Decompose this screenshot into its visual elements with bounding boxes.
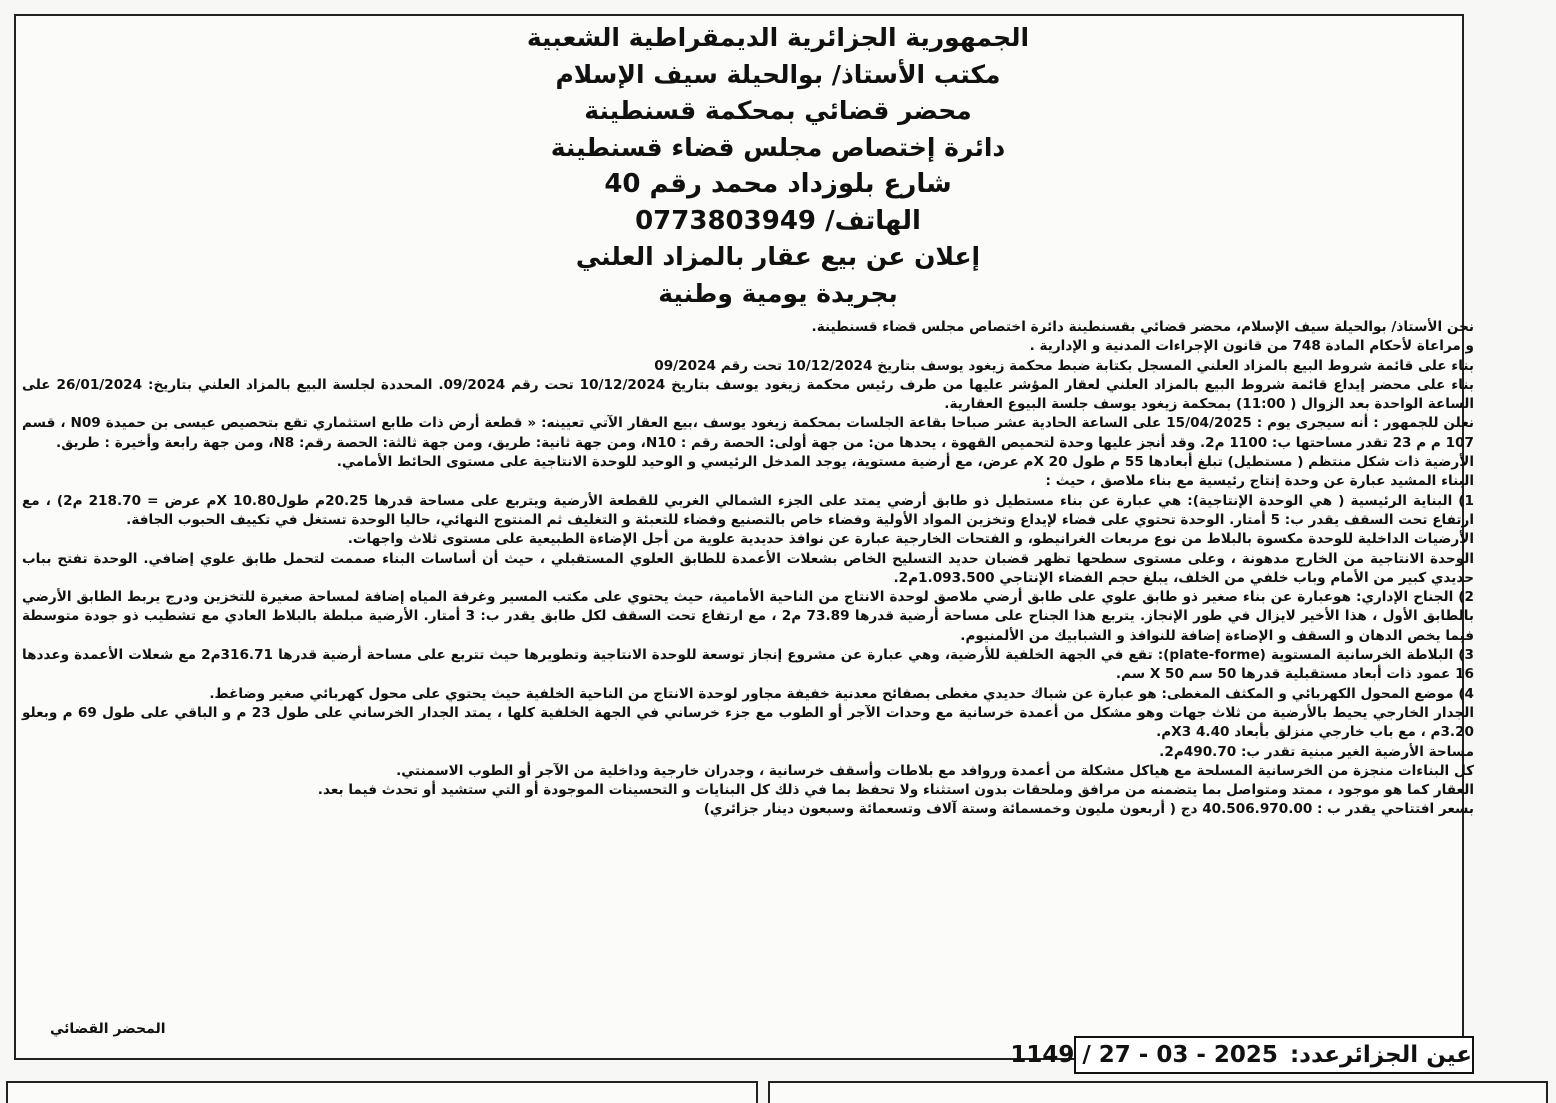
republic-title: الجمهورية الجزائرية الديمقراطية الشعبية (526, 23, 1030, 52)
bailiff-signature: المحضر القضائي (50, 1021, 166, 1037)
office-phone: الهاتف/ 0773803949 (635, 205, 921, 236)
paragraph-sale-notice: نعلن للجمهور : أنه سيجرى يوم : 15/04/2025 على الساعة الحادية عشر صباحا بقاعة الجلسات بمحكمة زيغود يوسف ،بيع العقار الآتي تعيينه: « قطعة أرض ذات طابع استثماري تقع بتحصيص عيسى بن حميدة N09 ، قسم 107 م م 23 تقدر مساحتها ب: 1100 م2. وقد أنجز عليها وحدة لتحميص القهوة ، يحدها من: من جهة أولى: الحصة رقم : N10، ومن جهة ثانية: طريق، ومن جهة ثالثة: الحصة رقم: N8، ومن جهة رابعة وأخيرة : طريق. (22, 415, 1474, 451)
paragraph-conditions-list: بناء على قائمة شروط البيع بالمزاد العلني المسجل بكتابة ضبط محكمة زيغود يوسف بتاريخ 10/12/2024 تحت رقم 09/2024 (654, 357, 1474, 374)
paragraph-deposit-record: بناء على محضر إيداع قائمة شروط البيع بالمزاد العلني لعقار المؤشر عليها من طرف رئيس محكمة زيغود يوسف بتاريخ 10/12/2024 تحت رقم 09/2024. المحددة لجلسة البيع بالمزاد العلني بتاريخ: 26/01/2024 على الساعة الواحدة بعد الزوال ( 11:00) بمحكمة زيغود يوسف جلسة البيوع العقارية. (22, 376, 1474, 413)
paragraph-floors: الأرضيات الداخلية للوحدة مكسوة بالبلاط من نوع مربعات الغرانيطو، و الفتحات الخارجية عبارة عن نوافذ حديدية علوية من أجل الإضاءة الطبيعية على مستوى ثلاث واجهات. (347, 531, 1474, 548)
publication-label: عين الجزائرعدد: (1289, 1042, 1472, 1068)
paragraph-building: البناء المشيد عبارة عن وحدة إنتاج رئيسية مع بناء ملاصق ، حيث : (1045, 473, 1474, 490)
paragraph-admin-wing: 2) الجناح الإداري: هوعبارة عن بناء صغير ذو طابق علوي على طابق أرضي ملاصق لوحدة الانتاج من الناحية الأمامية، حيث يحتوي على مكتب المسير وغرفة المياه إضافة لمساحة صغيرة للتخزين ودرج يربط الطابق الأرضي بالطابق الأول ، هذا الأخير لايزال في طور الإنجاز. يتربع هذا الجناح على مساحة أرضية قدرها 73.89 م2 ، مع ارتفاع تحت السقف لكل طابق يقدر ب: 3 أمتار. الأرضية مبلطة بالبلاط العادي مع تشطيب ذو جودة متوسطة فيما يخص الدهان و السقف و الإضاءة إضافة للنوافذ و الشبابيك من الألمنيوم. (22, 589, 1474, 644)
announcement-title: إعلان عن بيع عقار بالمزاد العلني (575, 242, 981, 271)
announcement-body (22, 318, 1474, 820)
paragraph-opening-price: بسعر افتتاحي يقدر ب : 40.506.970.00 دج ( أربعون مليون وخمسمائة وستة آلاف وتسعمائة وسبعون دينار جزائري) (703, 801, 1474, 818)
paragraph-exterior: الوحدة الانتاجية من الخارج مدهونة ، وعلى مستوى سطحها تظهر قضبان حديد التسليح الخاص بشعلات الأعمدة للطابق العلوي المستقبلي ، حيث أن أساسات البناء صممت لتحمل طابق علوي إضافي. الوحدة تفتح بباب حديدي كبير من الأمام وباب خلفي من الخلف، يبلغ حجم الفضاء الإنتاجي 1.093.500م2. (22, 550, 1474, 586)
paragraph-unbuilt-area: مساحة الأرضية الغير مبنية تقدر ب: 490.70م2. (1159, 743, 1474, 760)
paragraph-transformer: 4) موضع المحول الكهربائي و المكثف المغطى: هو عبارة عن شباك حديدي مغطى بصفائح معدنية خفيفة مجاور لوحدة الانتاج من الناحية الخلفية حيث يحتوي على محول كهربائي صغير وضاغط. (209, 685, 1474, 702)
publication-number: 1149 / 27 - 03 - 2025 (1010, 1042, 1278, 1068)
announcement-header (0, 20, 1556, 312)
paragraph-platform: 3) البلاطة الخرسانية المستوية (plate-forme): تقع في الجهة الخلفية للأرضية، وهي عبارة عن مشروع إنجاز توسعة للوحدة الانتاجية وتطويرها حيث تتربع على مساحة أرضية قدرها 316.71م2 مع شعلات الأعمدة وعددها 16 عمود ذات أبعاد مستقبلية قدرها 50 سم 50 X سم. (22, 647, 1474, 683)
announcement-subtitle: بجريدة يومية وطنية (658, 278, 898, 308)
office-name: مكتب الأستاذ/ بوالحيلة سيف الإسلام (555, 59, 1001, 89)
paragraph-property-scope: العقار كما هو موجود ، ممتد ومتواصل بما يتضمنه من مرافق وملحقات بدون استثناء ولا تحفظ بما في ذلك كل البنايات و التحسينات الموجودة أو التي ستشيد أو تحدث فيما بعد. (317, 782, 1474, 799)
paragraph-legal-article: و مراعاة لأحكام المادة 748 من قانون الإجراءات المدنية و الإدارية . (1029, 338, 1474, 355)
paragraph-outer-wall: الجدار الخارجي يحيط بالأرضية من ثلاث جهات وهو مشكل من أعمدة خرسانية مع وحدات الآجر أو الطوب مع جزء خرساني في الجهة الخلفية كلها ، يمتد الجدار الخرساني على طول 23 م و الباقي على طول 69 م وبعلو 3.20م ، مع باب خارجي منزلق بأبعاد 4.40 X3م. (22, 704, 1475, 741)
publication-reference (1010, 1036, 1474, 1074)
paragraph-main-building: 1) البناية الرئيسية ( هي الوحدة الإنتاجية): هي عبارة عن بناء مستطيل ذو طابق أرضي يمتد على الجزء الشمالي الغربي للقطعة الأرضية ويتربع على مساحة قدرها 20.25م طول10.80 Xم عرض = 218.70 م2) ، مع ارتفاع تحت السقف يقدر ب: 5 أمتار. الوحدة تحتوي على فضاء لإيداع وتخزين المواد الأولية وفضاء خاص بالتصنيع وفضاء للتعبئة و التغليف ثم المنتوج النهائي، حاليا الوحدة تستغل في تكييف الحبوب الجافة. (22, 492, 1474, 528)
next-ad-box-left (6, 1081, 758, 1103)
paragraph-land-shape: الأرضية ذات شكل منتظم ( مستطيل) تبلغ أبعادها 55 م طول 20 Xم عرض، مع أرضية مستوية، يوجد المدخل الرئيسي و الوحيد للوحدة الانتاجية على مستوى الحائط الأمامي. (336, 454, 1474, 471)
office-address: شارع بلوزداد محمد رقم 40 (604, 169, 952, 199)
next-ad-box-right (768, 1081, 1548, 1103)
paragraph-intro: نحن الأستاذ/ بوالحيلة سيف الإسلام، محضر قضائي بقسنطينة دائرة اختصاص مجلس قضاء قسنطينة. (811, 319, 1474, 335)
bailiff-court: محضر قضائي بمحكمة قسنطينة (584, 96, 972, 125)
paragraph-construction: كل البناءات منجزة من الخرسانية المسلحة مع هياكل مشكلة من أعمدة وروافد مع بلاطات وأسقف خرسانية ، وجدران خارجية وداخلية من الآجر أو الطوب الاسمنتي. (396, 762, 1474, 779)
jurisdiction: دائرة إختصاص مجلس قضاء قسنطينة (550, 132, 1006, 162)
